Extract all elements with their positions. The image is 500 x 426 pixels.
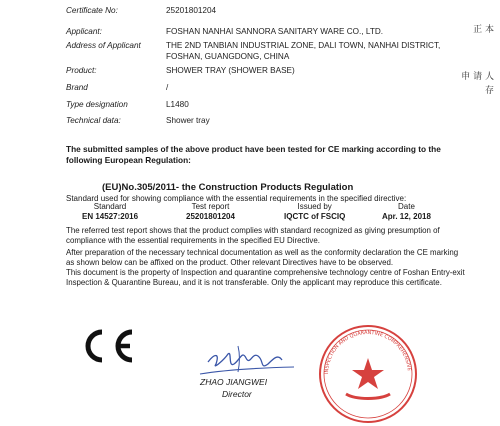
label-certificate-no: Certificate No: (66, 6, 118, 15)
ce-mark-logo (76, 326, 136, 366)
official-seal (316, 322, 420, 426)
column-value: 25201801204 (186, 211, 235, 221)
value-brand (166, 83, 168, 94)
value-line: 25201801204 (166, 6, 217, 15)
regulation-title: (EU)No.305/2011- the Construction Products Regulation (102, 182, 354, 193)
value-certificate-no (166, 6, 216, 17)
value-type-designation (166, 100, 189, 111)
label-technical-data: Technical data: (66, 116, 121, 125)
signatory-title: Director (222, 389, 252, 399)
seal-text: INSPECTION AND QUARANTINE COMPREHENSIVE (323, 329, 412, 375)
column-standard (82, 202, 138, 221)
value-address (166, 41, 440, 62)
value-line: FOSHAN NANHAI SANNORA SANITARY WARE CO., LTD. (166, 27, 384, 36)
column-header: Test report (191, 202, 230, 211)
label-brand: Brand (66, 83, 88, 92)
side-mark-applicant-copy: 申 请 人 存 (461, 72, 494, 96)
value-line: / (166, 83, 169, 92)
value-line: FOSHAN, GUANGDONG, CHINA (166, 51, 290, 61)
column-header: Date (398, 202, 415, 211)
value-line: Shower tray (166, 116, 210, 125)
column-value: IQCTC of FSCIQ (284, 211, 346, 221)
paragraph-property: This document is the property of Inspection and quarantine comprehensive technology centre of Foshan Entry-exit Inspection & Quarantine Bureau, and it is not transferable. Only the applicant may reproduce this certificate. (66, 268, 465, 287)
regulation-subtitle: Standard used for showing compliance with the essential requirements in the specified directive: (66, 194, 407, 203)
side-mark-original: 正 本 (473, 25, 494, 35)
column-header: Issued by (297, 202, 332, 211)
value-line: L1480 (166, 100, 189, 109)
column-date (382, 202, 431, 221)
label-applicant: Applicant: (66, 27, 102, 36)
paragraph-compliance: The referred test report shows that the product complies with standard recognized as giving presumption of compliance with the essential requirements in the specified EU Directive. (66, 226, 440, 245)
label-type-designation: Type designation (66, 100, 128, 109)
handwritten-signature (194, 340, 304, 380)
column-value: EN 14527:2016 (82, 211, 139, 221)
value-applicant (166, 27, 383, 38)
test-statement: The submitted samples of the above product have been tested for CE marking according to the following European Regulation: (66, 144, 441, 165)
paragraph-ce-marking: After preparation of the necessary technical documentation as well as the conformity declaration the CE marking as shown below can be affixed on the product. Other relevant Directives have to be observed. (66, 248, 459, 267)
column-issued-by (284, 202, 345, 221)
column-value: Apr. 12, 2018 (382, 211, 431, 221)
column-header: Standard (93, 202, 127, 211)
value-product (166, 66, 295, 77)
value-line: THE 2ND TANBIAN INDUSTRIAL ZONE, DALI TOWN, NANHAI DISTRICT, (166, 41, 441, 50)
column-test-report (186, 202, 235, 221)
signatory-name: ZHAO JIANGWEI (200, 377, 268, 387)
label-product: Product: (66, 66, 97, 75)
label-address: Address of Applicant (66, 41, 141, 50)
value-line: SHOWER TRAY (SHOWER BASE) (166, 66, 295, 75)
value-technical-data (166, 116, 210, 127)
